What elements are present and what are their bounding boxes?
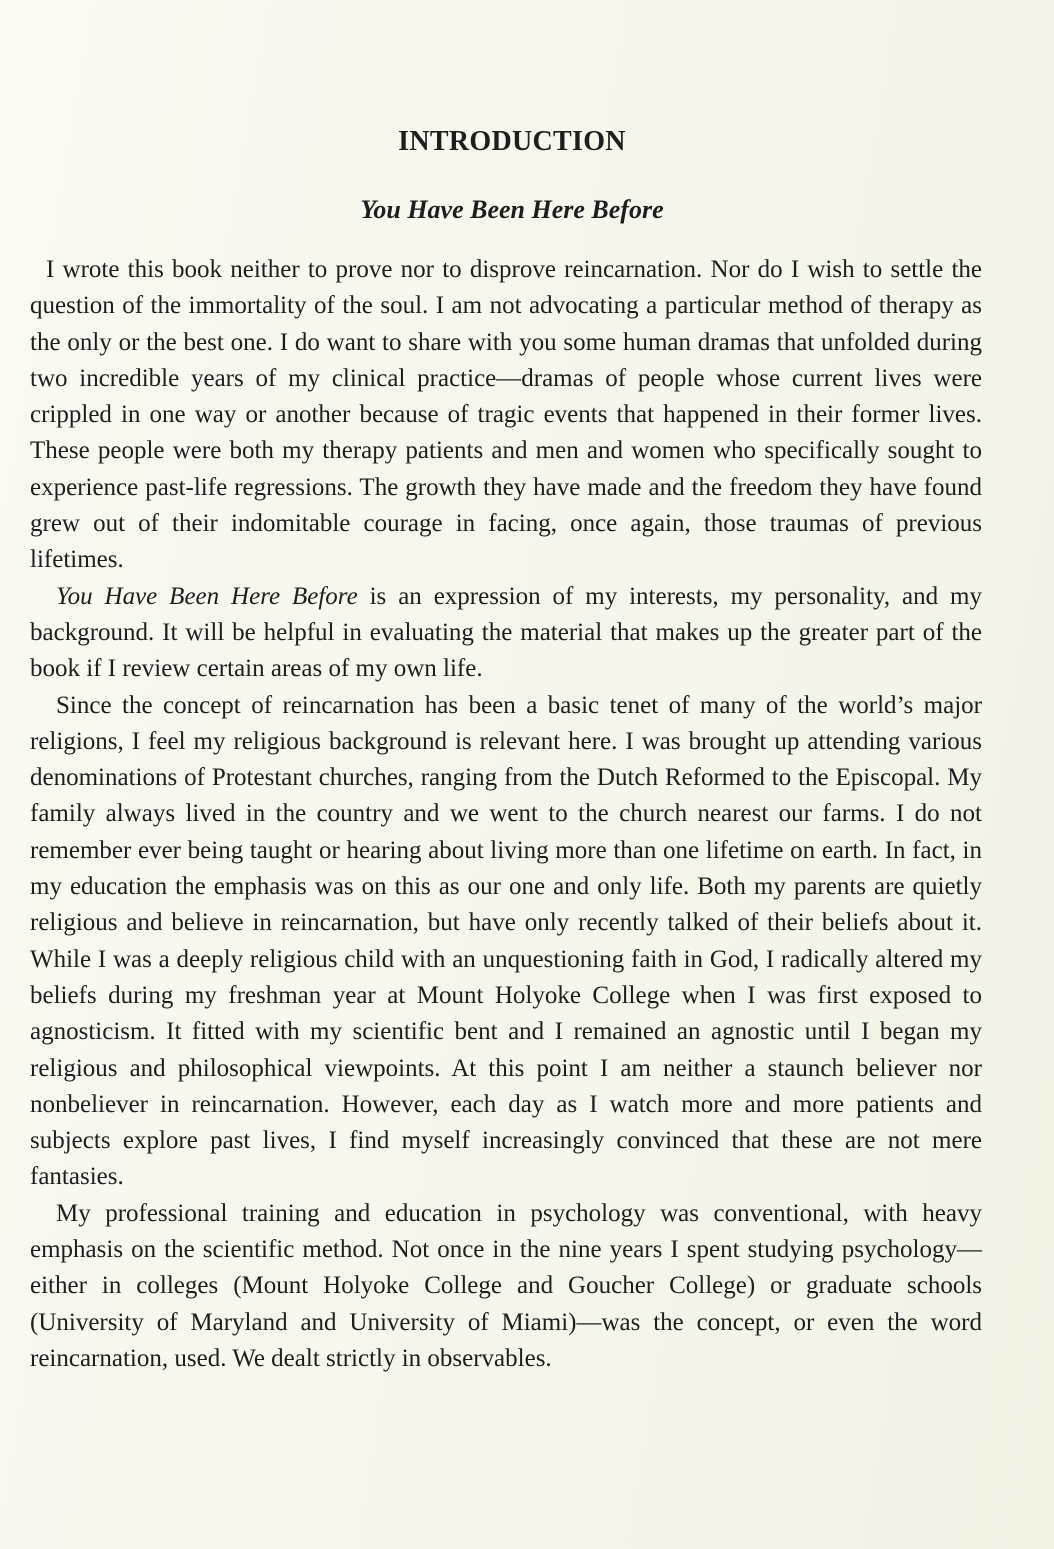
body-text — [30, 252, 982, 1377]
paragraph-2-text: is an expression of my interests, my personality, and my background. It will be helpful in evaluating the material that makes up the greater part of the book if I review certain areas of my own life. — [30, 582, 982, 683]
chapter-title: INTRODUCTION — [398, 126, 626, 157]
paragraph-2-book-title: You Have Been Here Before — [56, 582, 358, 610]
paragraph-2 — [30, 579, 982, 688]
paragraph-3-text: Since the concept of reincarnation has been a basic tenet of many of the world’s major religions, I feel my religious background is relevant here. I was brought up attending various denominations of Protestant churches, ranging from the Dutch Reformed to the Episcopal. My family always lived in the country and we went to the church nearest our farms. I do not remember ever being taught or hearing about living more than one lifetime on earth. In fact, in my education the emphasis was on this as our one and only life. Both my parents are quietly religious and believe in reincarnation, but have only recently talked of their beliefs about it. While I was a deeply religious child with an unquestioning faith in God, I radically altered my beliefs during my freshman year at Mount Holyoke College when I was first exposed to agnosticism. It fitted with my scientific bent and I remained an agnostic until I began my religious and philosophical viewpoints. At this point I am neither a staunch believer nor nonbeliever in reincarnation. However, each day as I watch more and more patients and subjects explore past lives, I find myself increasingly convinced that these are not mere fantasies. — [30, 691, 982, 1191]
paragraph-1 — [30, 252, 982, 579]
paragraph-1-text: I wrote this book neither to prove nor to disprove reincarnation. Nor do I wish to settle the question of the immortality of the soul. I am not advocating a particular method of therapy as the only or the best one. I do want to share with you some human dramas that unfolded during two incredible years of my clinical practice—dramas of people whose current lives were crippled in one way or another because of tragic events that happened in their former lives. These people were both my therapy patients and men and women who specifically sought to experience past-life regressions. The growth they have made and the freedom they have found grew out of their indomitable courage in facing, once again, those traumas of previous lifetimes. — [30, 256, 982, 574]
paragraph-3 — [30, 688, 982, 1196]
page-content — [30, 120, 982, 1377]
chapter-subtitle: You Have Been Here Before — [360, 195, 664, 224]
paragraph-4 — [30, 1196, 982, 1377]
paragraph-4-text: My professional training and education in psychology was conventional, with heavy emphasis on the scientific method. Not once in the nine years I spent studying psychology—either in colleges (Mount Holyoke College and Goucher College) or graduate schools (University of Maryland and University of Miami)—was the concept, or even the word reincarnation, used. We dealt strictly in observables. — [30, 1199, 982, 1372]
